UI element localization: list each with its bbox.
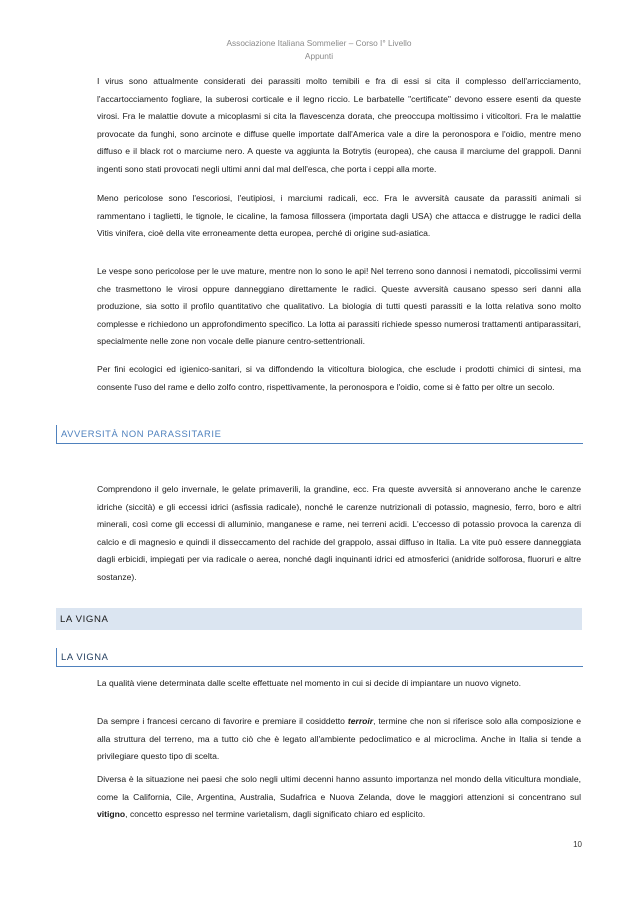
paragraph-qualita: La qualità viene determinata dalle scelte effettuate nel momento in cui si decide di impiantare un nuovo vigneto. bbox=[97, 678, 522, 688]
paragraph-avversita-non-parassitarie: Comprendono il gelo invernale, le gelate primaverili, la grandine, ecc. Fra queste avversità si annoverano anche le carenze idriche (siccità) e gli eccessi idrici (asfissia radicale), nonché le carenze nutrizionali di potassio, magnesio, ferro, boro e altri minerali, così come gli eccessi di alluminio, manganese e rame, nei terreni acidi. L'eccesso di potassio provoca la carenza di calcio e di magnesio e quindi il disseccamento del rachide del grappolo, assai diffuso in Italia. La vite può essere danneggiata dagli erbicidi, impiegati per via radicale o aerea, nonché dagli inquinanti idrici ed atmosferici (anidride solforosa, fluoruri e altre sostanze). bbox=[97, 484, 581, 582]
paragraph-vespe: Le vespe sono pericolose per le uve mature, mentre non lo sono le api! Nel terreno sono dannosi i nematodi, piccolissimi vermi che trasmettono le virosi oppure danneggiano direttamente le radici. Queste avversità causano spesso seri danni alla produzione, sia sotto il profilo quantitativo che qualitativo. La biologia di tutti questi parassiti e la lotta relativa sono molto complesse e richiedono un approfondimento specifico. La lotta ai parassiti richiede spesso numerosi trattamenti antiparassitari, specialmente nelle zone non vocale delle pianure centro-settentrionali. bbox=[97, 266, 581, 347]
section-title: LA VIGNA bbox=[61, 651, 109, 662]
section-heading-avversita bbox=[56, 425, 583, 444]
header-subtitle: Appunti bbox=[304, 51, 334, 61]
chapter-title: LA VIGNA bbox=[60, 614, 109, 625]
page-number: 10 bbox=[573, 840, 582, 849]
paragraph-biologica: Per fini ecologici ed igienico-sanitari, si va diffondendo la viticoltura biologica, che esclude i prodotti chimici di sintesi, ma consente l'uso del rame e dello zolfo contro, rispettivamente, la peronospora e l'oidio, come si è fatto per oltre un secolo. bbox=[97, 364, 581, 392]
section-title: AVVERSITÀ NON PARASSITARIE bbox=[61, 428, 222, 439]
paragraph-vitigno: Diversa è la situazione nei paesi che solo negli ultimi decenni hanno assunto importanza nel mondo della viticultura mondiale, come la California, Cile, Argentina, Australia, Sudafrica e Nuova Zelanda, dove le maggiori attenzioni si concentrano sul vitigno, concetto espresso nel termine varietalism, dagli significato chiaro ed esplicito. bbox=[97, 774, 581, 820]
page-header bbox=[0, 37, 638, 63]
paragraph-virus: I virus sono attualmente considerati dei parassiti molto temibili e fra di essi si cita il complesso dell'arricciamento, l'accartocciamento fogliare, la suberosi corticale e il legno riccio. Le barbatelle "certificate" devono essere esenti da queste virosi. Fra le malattie dovute a micoplasmi si cita la flavescenza dorata, che preoccupa moltissimo i viticoltori. Fra le malattie provocate da funghi, sono arcinote e diffuse quelle importate dall'America vale a dire la peronospora e l'oidio, mentre meno diffuso e il black rot o marciume nero. A queste va aggiunta la Botrytis (europea), che causa il marciume del grappoli. Danni ingenti sono stati provocati negli ultimi anni dal mal dell'esca, che porta i ceppi alla morte. bbox=[97, 76, 581, 174]
section-heading-vigna bbox=[56, 648, 583, 667]
term-vitigno: vitigno bbox=[97, 809, 126, 820]
paragraph-escoriosi: Meno pericolose sono l'escoriosi, l'eutipiosi, i marciumi radicali, ecc. Fra le avversità causate da parassiti animali si rammentano i taglietti, le tignole, le cicaline, la famosa fillossera (importata dagli USA) che attacca e distrugge le radici della Vitis vinifera, cioè della vite erroneamente detta europea, perché di origine sud-asiatica. bbox=[97, 193, 581, 239]
header-course-title: Associazione Italiana Sommelier – Corso I° Livello bbox=[226, 38, 412, 48]
term-terroir: terroir bbox=[347, 716, 374, 726]
paragraph-terroir: Da sempre i francesi cercano di favorire e premiare il cosiddetto terroir, termine che non si riferisce solo alla composizione e alla struttura del terreno, ma a tutto ciò che è legato all'ambiente pedoclimatico e al microclima. Anche in Italia si tende a privilegiare questo tipo di scelta. bbox=[97, 716, 581, 762]
chapter-heading-vigna bbox=[56, 608, 582, 630]
